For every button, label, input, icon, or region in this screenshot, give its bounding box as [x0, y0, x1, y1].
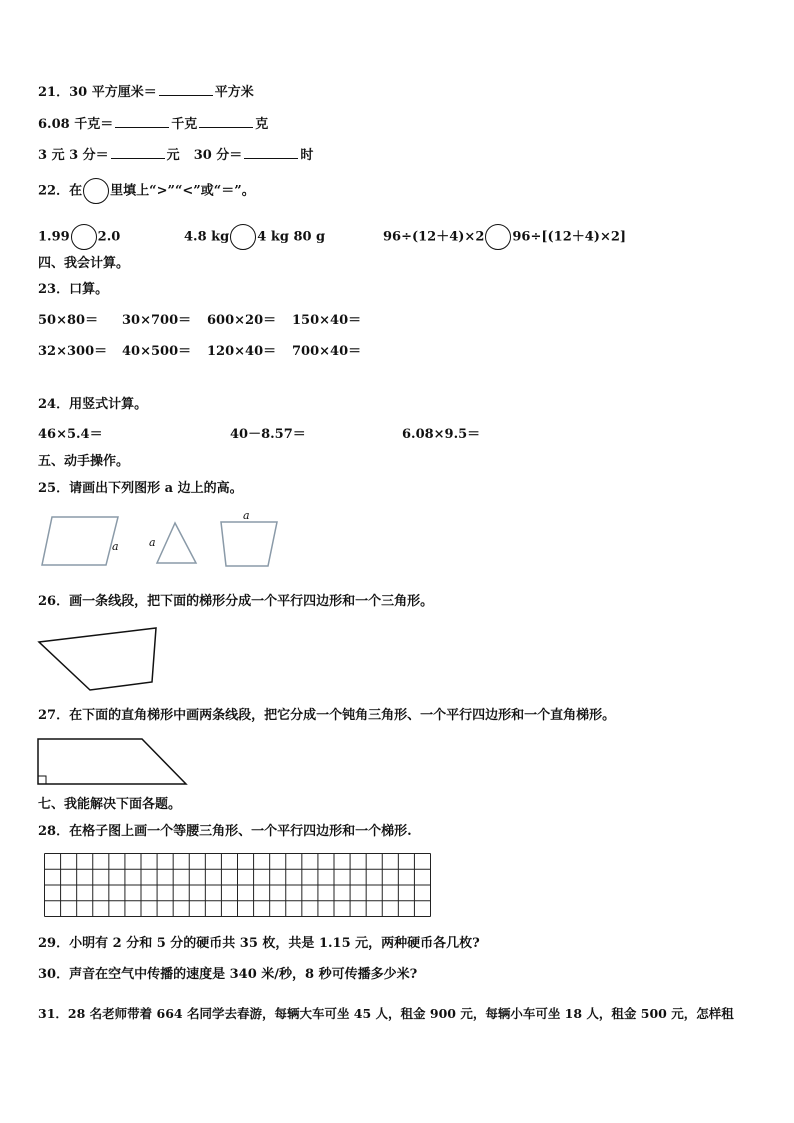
- section-heading: 五、动手操作。: [38, 454, 130, 469]
- answer-blank[interactable]: [199, 116, 253, 128]
- q22-item3: [383, 224, 626, 250]
- right-trapezoid-shape: [38, 739, 186, 784]
- q29-text: 29．小明有 2 分和 5 分的硬币共 35 枚，共是 1.15 元，两种硬币各几枚?: [38, 936, 480, 951]
- q27-title: 27．在下面的直角梯形中画两条线段，把它分成一个钝角三角形、一个平行四边形和一个直角梯形。: [38, 708, 616, 723]
- q22-prompt-a: 22．在: [38, 183, 83, 199]
- q22-item2-left: 4.8 kg: [184, 229, 230, 245]
- q23-title: 23．口算。: [38, 282, 109, 297]
- q22-prompt-b: 里填上“>”“<”或“＝”。: [110, 183, 255, 199]
- answer-blank[interactable]: [115, 116, 169, 128]
- q24-title: 24．用竖式计算。: [38, 397, 148, 412]
- q22-item1-left: 1.99: [38, 229, 70, 245]
- q21-line3-unit1: 元: [166, 148, 180, 163]
- q21-line1-text: 21．30 平方厘米＝: [38, 85, 157, 100]
- q31-text: 31．28 名老师带着 664 名同学去春游，每辆大车可坐 45 人，租金 900 元，每辆小车可坐 18 人，租金 500 元，怎样租: [38, 1006, 734, 1021]
- side-label-a: a: [149, 536, 156, 549]
- q26-title: 26．画一条线段，把下面的梯形分成一个平行四边形和一个三角形。: [38, 594, 434, 609]
- compare-circle[interactable]: [230, 224, 256, 250]
- q21-line2-text: 6.08 千克＝: [38, 117, 114, 132]
- compare-circle[interactable]: [485, 224, 511, 250]
- compare-circle[interactable]: [71, 224, 97, 250]
- q22-item3-left: 96÷(12＋4)×2: [383, 229, 485, 245]
- q23-row2-item: 40×500＝: [122, 344, 192, 359]
- q23-row2-item: 700×40＝: [292, 344, 362, 359]
- q23-row2-item: 120×40＝: [207, 344, 277, 359]
- q21-line3: [38, 147, 313, 164]
- q25-title: 25．请画出下列图形 a 边上的高。: [38, 481, 243, 496]
- q23-row1-item: 150×40＝: [292, 313, 362, 328]
- q23-row2-item: 32×300＝: [38, 344, 108, 359]
- q24-item: 6.08×9.5＝: [402, 427, 481, 442]
- q26-trapezoid[interactable]: [35, 624, 165, 694]
- q22-item1-right: 2.0: [97, 229, 121, 245]
- answer-blank[interactable]: [111, 147, 165, 159]
- right-angle-mark: [38, 776, 46, 784]
- q21-line2: [38, 116, 268, 133]
- q27-right-trapezoid[interactable]: [35, 736, 190, 788]
- q22-prompt: [38, 178, 255, 204]
- trapezoid-shape: [39, 628, 156, 690]
- q25-shapes[interactable]: [38, 508, 288, 574]
- q23-row1-item: 600×20＝: [207, 313, 277, 328]
- side-label-a: a: [243, 509, 250, 522]
- side-label-a: a: [112, 540, 119, 553]
- q23-row1-item: 30×700＝: [122, 313, 192, 328]
- q22-item2: [184, 224, 325, 250]
- grid-paper[interactable]: [44, 853, 431, 917]
- q22-item1: [38, 224, 120, 250]
- trapezoid-shape: [221, 522, 277, 566]
- q23-row1-item: 50×80＝: [38, 313, 99, 328]
- q22-item3-right: 96÷[(12＋4)×2]: [512, 229, 627, 245]
- q30-text: 30．声音在空气中传播的速度是 340 米/秒，8 秒可传播多少米?: [38, 967, 418, 982]
- q21-line1-unit: 平方米: [214, 85, 254, 100]
- q21-line3-text: 3 元 3 分＝: [38, 148, 109, 163]
- q21-line3-text2: 30 分＝: [193, 148, 243, 163]
- triangle-shape: [157, 523, 196, 563]
- q24-item: 46×5.4＝: [38, 427, 103, 442]
- parallelogram-shape: [42, 517, 118, 565]
- q21-line2-unit2: 克: [255, 117, 269, 132]
- compare-circle-sample: [83, 178, 109, 204]
- q21-line2-unit1: 千克: [171, 117, 198, 132]
- section-heading: 七、我能解决下面各题。: [38, 797, 182, 812]
- q24-item: 40－8.57＝: [230, 427, 306, 442]
- q22-item2-right: 4 kg 80 g: [257, 229, 326, 245]
- q28-title: 28．在格子图上画一个等腰三角形、一个平行四边形和一个梯形.: [38, 824, 412, 839]
- section-heading: 四、我会计算。: [38, 256, 130, 271]
- answer-blank[interactable]: [159, 84, 213, 96]
- answer-blank[interactable]: [244, 147, 298, 159]
- q21-line1: [38, 84, 254, 101]
- q21-line3-unit2: 时: [300, 148, 314, 163]
